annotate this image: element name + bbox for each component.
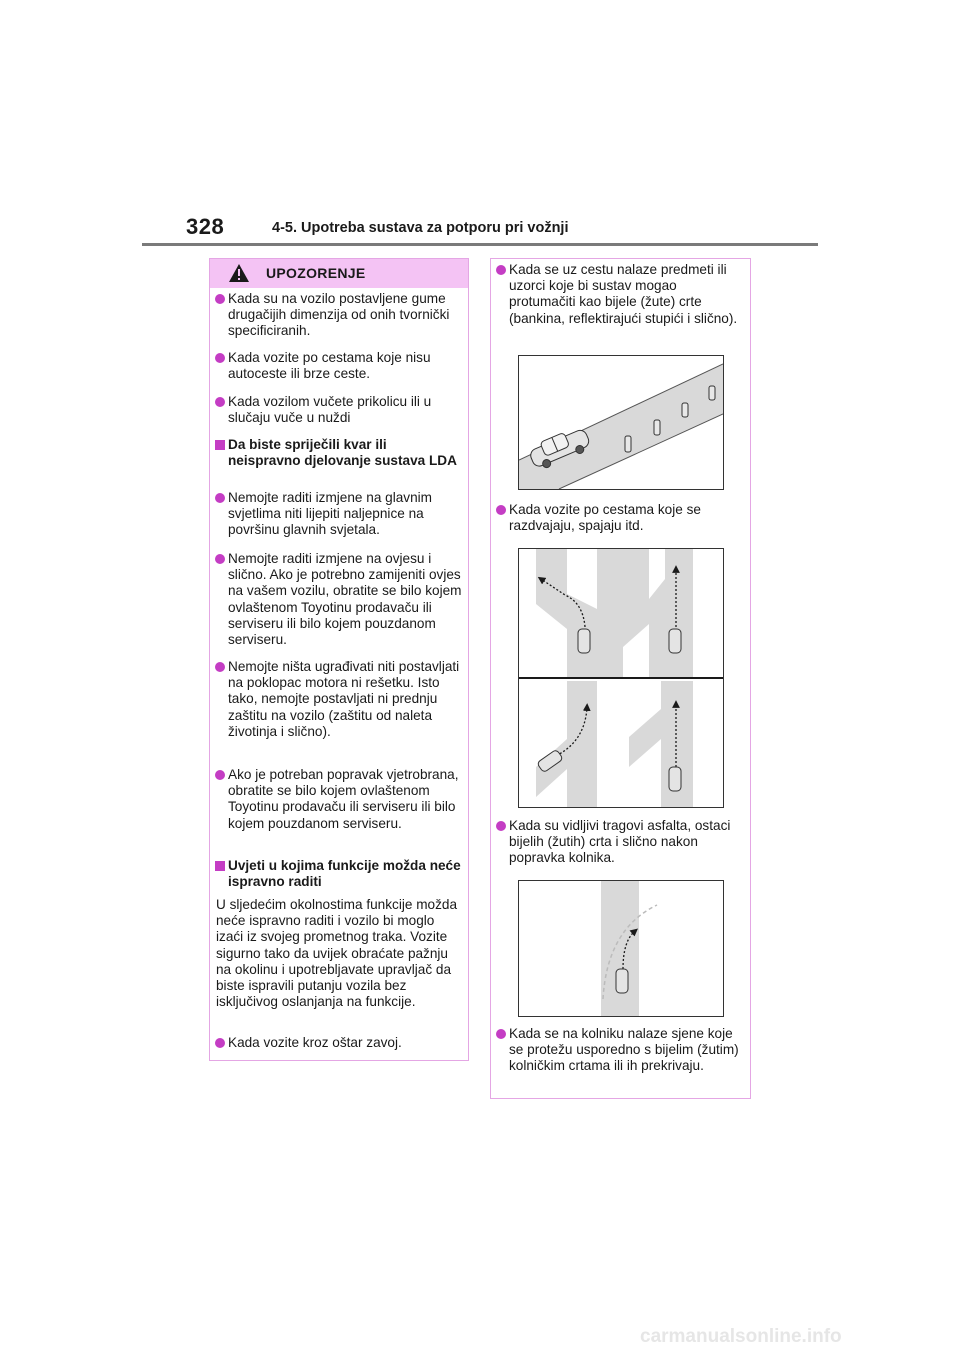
list-item	[210, 291, 462, 340]
bullet-icon	[215, 770, 225, 780]
list-item-text: Kada su vidljivi tragovi asfalta, ostaci bijelih (žutih) crta i slično nakon popravka kolnika.	[509, 818, 731, 866]
list-item-text: Nemojte raditi izmjene na glavnim svjetlima niti lijepiti naljepnice na površinu glavnih svjetala.	[228, 490, 432, 538]
list-item-text: Kada vozite kroz oštar zavoj.	[228, 1035, 402, 1050]
list-item-text: Nemojte ništa ugrađivati niti postavljati na poklopac motora ni rešetku. Isto tako, nemojte postavljati ni prednju zaštitu na vozilo (zaštitu od naleta životinja i slično).	[228, 659, 460, 739]
section-title: 4-5. Upotreba sustava za potporu pri vožnji	[272, 220, 569, 236]
bullet-icon	[215, 1038, 225, 1048]
list-item	[491, 818, 743, 867]
bullet-icon	[215, 493, 225, 503]
list-item-text: Kada vozilom vučete prikolicu ili u slučaju vuče u nuždi	[228, 394, 432, 426]
paragraph	[216, 897, 461, 1010]
list-item	[210, 659, 462, 740]
road-reflectors-graphic	[519, 356, 723, 489]
square-bullet-icon	[215, 861, 225, 871]
bullet-icon	[215, 294, 225, 304]
list-item	[491, 1026, 743, 1075]
list-item	[210, 551, 462, 648]
bullet-icon	[215, 662, 225, 672]
asphalt-traces-graphic	[519, 881, 723, 1016]
bullet-icon	[496, 821, 506, 831]
bullet-icon	[215, 554, 225, 564]
list-item-text: Nemojte raditi izmjene na ovjesu i slično. Ako je potrebno zamijeniti ovjes na vašem vozilu, obratite se bilo kojem ovlaštenom Toyotinu prodavaču ili serviseru ili bilo kojem pouzdanom serviseru.	[228, 551, 462, 648]
page-number: 328	[186, 214, 225, 239]
illustration-reflector-posts	[518, 355, 724, 490]
bullet-icon	[496, 265, 506, 275]
subheading	[210, 437, 462, 469]
list-item	[491, 502, 743, 534]
warning-title: UPOZORENJE	[266, 265, 366, 281]
list-item	[210, 394, 462, 426]
bullet-icon	[496, 505, 506, 515]
illustration-asphalt-traces	[518, 880, 724, 1017]
list-item	[210, 490, 462, 539]
watermark: carmanualsonline.info	[640, 1326, 842, 1347]
paragraph-text: U sljedećim okolnostima funkcije možda neće ispravno raditi i vozilo bi moglo izaći iz svojeg prometnog traka. Vozite sigurno tako da uvijek obraćate pažnju na okolinu i upotrebljavate upravljač da biste ispravili putanju vozila bez isključivog oslanjanja na funkcije.	[216, 897, 458, 1010]
bullet-icon	[215, 353, 225, 363]
list-item	[210, 350, 462, 382]
warning-triangle-icon	[228, 263, 250, 283]
branching-roads-graphic	[519, 549, 723, 807]
list-item-text: Ako je potreban popravak vjetrobrana, obratite se bilo kojem ovlaštenom Toyotinu prodavaču ili serviseru ili bilo kojem pouzdanom serviseru.	[228, 767, 459, 831]
bullet-icon	[496, 1029, 506, 1039]
square-bullet-icon	[215, 440, 225, 450]
header-divider	[142, 243, 818, 246]
subheading	[210, 858, 462, 890]
illustration-branching-roads	[518, 548, 724, 808]
list-item-text: Kada se na kolniku nalaze sjene koje se protežu usporedno s bijelim (žutim) kolničkim crtama ili ih prekrivaju.	[509, 1026, 739, 1074]
list-item	[210, 1035, 462, 1051]
list-item	[491, 262, 743, 327]
warning-box	[209, 258, 469, 1061]
list-item-text: Kada su na vozilo postavljene gume drugačijih dimenzija od onih tvornički specificiranih.	[228, 291, 450, 339]
subheading-text: Uvjeti u kojima funkcije možda neće ispravno raditi	[228, 858, 461, 890]
conditions-box	[490, 258, 751, 1099]
list-item	[210, 767, 462, 832]
subheading-text: Da biste spriječili kvar ili neispravno djelovanje sustava LDA	[228, 437, 457, 469]
warning-banner	[210, 259, 468, 288]
list-item-text: Kada vozite po cestama koje se razdvajaju, spajaju itd.	[509, 502, 701, 534]
page-header	[142, 212, 818, 246]
list-item-text: Kada se uz cestu nalaze predmeti ili uzorci koje bi sustav mogao protumačiti kao bijele (žute) crte (bankina, reflektirajući stupići i slično).	[509, 262, 738, 326]
list-item-text: Kada vozite po cestama koje nisu autoceste ili brze ceste.	[228, 350, 431, 382]
bullet-icon	[215, 397, 225, 407]
